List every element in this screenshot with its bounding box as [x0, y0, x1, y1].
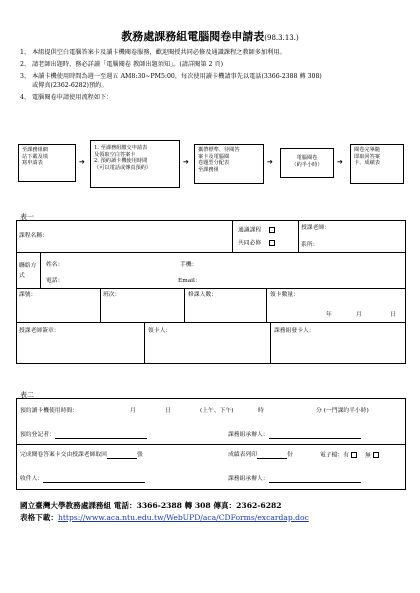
divider — [16, 252, 406, 253]
contact-label: 聯絡方式 — [19, 263, 37, 279]
flow-step-3: 攜帶標準、待閱答 案卡及電腦閱 卷題型分配表 至課務組 — [194, 144, 264, 184]
divider — [298, 220, 299, 252]
flow-step-2: 1. 至課務組繳交申請表 及領取空白答案卡 2. 預約讀卡機使用時間 （可以電話或傳真預約） — [90, 140, 180, 188]
day-label: 日 — [390, 312, 396, 318]
flow-arrow-icon: ➔ — [267, 158, 273, 166]
card-count-label: 領卡數量： — [270, 292, 299, 298]
flow-step-5: 閱卷完畢隨 即取回答案 卡、成績表 — [350, 144, 404, 184]
staff-label: 課務組發卡人： — [274, 328, 315, 334]
general-course-option[interactable]: 通識課程 — [238, 227, 275, 235]
copies-input[interactable] — [257, 452, 287, 459]
teacher-sign-label: 授課老師簽章： — [19, 328, 60, 334]
finish-field[interactable]: 完成閱卷答案卡交由授課老師取回 張 — [20, 452, 143, 458]
booking-minute: 分 (一門課約半小時) — [316, 408, 369, 414]
flow-arrow-icon: ➔ — [183, 158, 189, 166]
booking-day: 日 — [165, 408, 171, 414]
common-required-option[interactable]: 共同必修 — [238, 240, 275, 248]
staff2-input[interactable] — [269, 476, 361, 483]
registrar-field[interactable]: 預約登記者： — [20, 432, 147, 439]
title-text: 教務處課務組電腦閱卷申請表 — [121, 30, 265, 43]
department-label: 系所： — [301, 242, 319, 248]
sheets-input[interactable] — [107, 452, 137, 459]
divider — [232, 220, 233, 252]
footer-contact: 國立臺灣大學教務處課務組 電話：3366-2388 轉 308 傳真：2362-6282 — [20, 501, 282, 510]
registrar-input[interactable] — [55, 432, 147, 439]
note-item: 2、 請老師出題時，務必詳讀「電腦閱卷 教師出題須知」。(請詳閱第 2 頁) — [20, 61, 224, 68]
version-text: (98.3.13.) — [264, 34, 299, 42]
booking-hour: 時 — [258, 408, 264, 414]
staff2-field[interactable]: 課務組承辦人： — [228, 476, 361, 483]
report-field[interactable]: 成績表列印 份 — [228, 452, 293, 458]
divider — [16, 288, 406, 289]
notes-list — [20, 48, 405, 102]
class-no-label: 班次： — [103, 292, 121, 298]
flow-arrow-icon: ➔ — [79, 158, 85, 166]
divider — [270, 322, 271, 364]
divider — [266, 288, 267, 322]
staff-field[interactable]: 課務組承辦人： — [228, 432, 361, 439]
common-required-checkbox[interactable] — [269, 240, 275, 246]
divider — [40, 252, 41, 288]
month-label: 月 — [356, 312, 362, 318]
download-label: 表格下載： — [20, 513, 58, 522]
course-name-label: 課程名稱： — [19, 233, 48, 239]
mobile-label: 手機： — [180, 262, 198, 268]
email-label: Email： — [178, 278, 201, 284]
name-label: 姓名： — [46, 262, 64, 268]
divider — [16, 322, 406, 323]
note-item: 1、 本組提供空白電腦答案卡及讀卡機閱卷服務，歡迎閱授共同必修及通識課程之教師多加利用。 — [20, 49, 286, 56]
divider — [144, 322, 145, 364]
booking-month: 月 — [130, 408, 136, 414]
flow-step-4: 電腦閱卷 （約半小時） — [280, 148, 334, 178]
year-label: 年 — [326, 312, 332, 318]
enrollment-label: 修課人數： — [188, 292, 217, 298]
booking-time-label: 預約讀卡機使用時間： — [20, 408, 78, 414]
flow-step-1: 至課務組網 站下載及填 寫申請表 — [18, 144, 76, 182]
card-receiver-label: 領卡人： — [148, 328, 172, 334]
receiver-input[interactable] — [43, 476, 145, 483]
page-title — [0, 28, 420, 44]
form1-label: 表一 — [20, 213, 34, 221]
note-item: 3、 本讀卡機使用時間為週一至週五 AM8:30~PM5:00，每次使用讀卡機請事先以電話(3366-2388 轉 308) — [20, 73, 322, 80]
teacher-label: 授課老師： — [301, 225, 330, 231]
efile-field[interactable]: 電子檔：有 無 — [320, 452, 379, 460]
divider — [16, 444, 406, 445]
general-course-checkbox[interactable] — [269, 227, 275, 233]
efile-no-checkbox[interactable] — [373, 452, 379, 458]
note-item: 或傳真(2362-6282)預約。 — [32, 82, 108, 89]
flow-arrow-icon: ➔ — [337, 158, 343, 166]
divider — [100, 288, 101, 322]
download-link[interactable]: https://www.aca.ntu.edu.tw/WebUPD/aca/CDForms/excardap.doc — [57, 513, 309, 522]
course-no-label: 課號： — [19, 292, 37, 298]
divider — [184, 288, 185, 322]
staff-input[interactable] — [269, 432, 361, 439]
booking-ampm: (上午、下午) — [200, 408, 234, 414]
phone-label: 電話： — [46, 278, 64, 284]
receiver-field[interactable]: 收件人： — [20, 476, 145, 483]
note-item: 4、 電腦閱卷申請使用流程如下： — [20, 94, 113, 101]
efile-yes-checkbox[interactable] — [351, 452, 357, 458]
footer-download — [20, 512, 309, 523]
form2-label: 表二 — [20, 391, 34, 399]
